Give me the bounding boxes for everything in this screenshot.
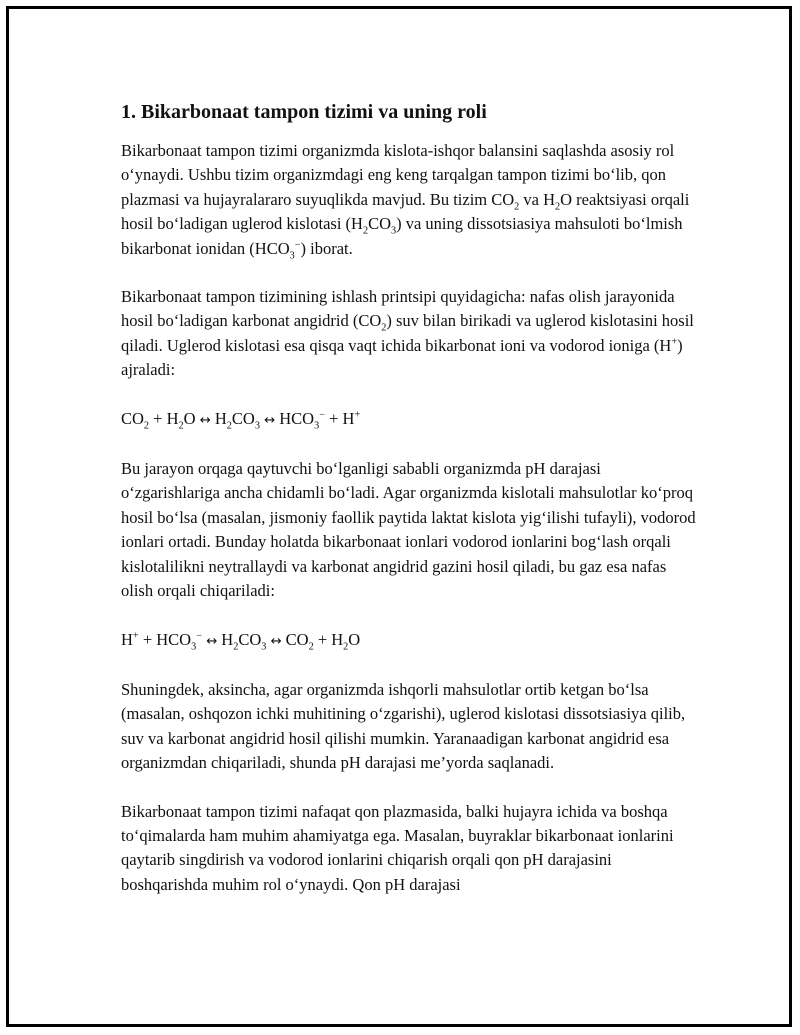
- text-run: CO: [368, 214, 391, 234]
- subscript: 2: [233, 640, 239, 652]
- superscript: −: [319, 409, 325, 421]
- subscript: 3: [289, 249, 295, 261]
- eq-term: + H: [324, 408, 355, 428]
- subscript: 2: [343, 640, 349, 652]
- text-run: ) iborat.: [300, 238, 353, 258]
- eq-term: HCO: [275, 408, 315, 428]
- text-run: Bikarbonaat tampon tizimining ishlash printsipi quyidagicha: nafas olish jarayonida hosil bo‘ladigan karbonat angidrid (CO: [121, 287, 675, 331]
- equilibrium-arrow-icon: ↔: [199, 412, 211, 428]
- text-run: O reaktsiyasi orqali hosil bo‘ladigan uglerod kislotasi (H: [121, 189, 690, 234]
- subscript: 2: [178, 419, 184, 431]
- equilibrium-arrow-icon: ↔: [270, 633, 282, 649]
- eq-term: H: [217, 629, 234, 649]
- subscript: 2: [514, 201, 520, 213]
- subscript: 3: [314, 419, 320, 431]
- subscript: 2: [381, 322, 387, 334]
- subscript: 2: [143, 419, 150, 431]
- eq-term: H: [210, 408, 227, 428]
- subscript: 3: [254, 419, 260, 431]
- text-run: va H: [519, 189, 556, 209]
- eq-term: + H: [313, 629, 344, 649]
- paragraph-2: [121, 285, 696, 383]
- text-run: ) va uning dissotsiasiya mahsuloti bo‘lmish bikarbonat ionidan (HCO: [121, 214, 683, 258]
- text-run: Bikarbonaat tampon tizimi organizmda kislota-ishqor balansini saqlashda asosiy rol o‘ynaydi. Ushbu tizim organizmdagi eng keng tarqalgan tampon tizimi bo‘lib, qon plazmasi va hujayralararo suyuqlikda mavjud. Bu tizim CO: [121, 141, 675, 209]
- equation-2: [121, 628, 696, 654]
- eq-term: CO: [121, 408, 144, 428]
- paragraph-1: [121, 139, 696, 261]
- subscript: 2: [226, 419, 232, 431]
- eq-term: + HCO: [138, 629, 192, 649]
- eq-term: + H: [149, 408, 179, 428]
- superscript: −: [294, 239, 301, 251]
- subscript: 2: [362, 225, 369, 237]
- equilibrium-arrow-icon: ↔: [206, 633, 218, 649]
- equilibrium-arrow-icon: ↔: [264, 412, 276, 428]
- subscript: 2: [308, 640, 314, 652]
- eq-term: O: [183, 408, 200, 428]
- paragraph-3: Bu jarayon orqaga qaytuvchi bo‘lganligi sababli organizmda pH darajasi o‘zgarishlariga ancha chidamli bo‘ladi. Agar organizmda kislotali mahsulotlar ko‘proq hosil bo‘lsa (masalan, jismoniy faollik paytida laktat kislota yig‘ilishi tufayli), vodorod ionlari ortadi. Bunday holatda bikarbonaat ionlari vodorod ionlarini bog‘lash orqali kislotalilikni neytrallaydi va karbonat angidrid gazini hosil qiladi, bu gaz esa nafas olish orqali chiqariladi:: [121, 459, 696, 601]
- subscript: 3: [261, 640, 267, 652]
- subscript: 3: [191, 640, 197, 652]
- subscript: 3: [391, 225, 397, 237]
- text-run: ) suv bilan birikadi va uglerod kislotasini hosil qiladi. Uglerod kislotasi esa qisqa vaqt ichida bikarbonat ioni va vodorod ioniga (H: [121, 311, 694, 355]
- eq-term: CO: [281, 629, 309, 649]
- eq-term: CO: [231, 408, 255, 428]
- superscript: +: [132, 630, 139, 641]
- subscript: 2: [555, 201, 561, 213]
- superscript: +: [671, 336, 678, 348]
- paragraph-4: Shuningdek, aksincha, agar organizmda ishqorli mahsulotlar ortib ketgan bo‘lsa (masalan, oshqozon ichki muhitining o‘zgarishi), uglerod kislotasi dissotsiasiya qilib, suv va karbonat angidrid hosil qilishi mumkin. Yaranaadigan karbonat angidrid esa organizmdan chiqariladi, shunda pH darajasi me’yorda saqlanadi.: [121, 679, 686, 773]
- superscript: −: [196, 630, 202, 641]
- section-title: 1. Bikarbonaat tampon tizimi va uning roli: [121, 101, 487, 123]
- superscript: +: [354, 409, 361, 421]
- text-run: ) ajraladi:: [121, 335, 683, 380]
- eq-term: CO: [238, 629, 262, 649]
- paragraph-5: Bikarbonaat tampon tizimi nafaqat qon plazmasida, balki hujayra ichida va boshqa to‘qimalarda ham muhim ahamiyatga ega. Masalan, buyraklar bikarbonaat ionlarini qaytarib singdirish va vodorod ionlarini chiqarish orqali qon pH darajasini boshqarishda muhim rol o‘ynaydi. Qon pH darajasi: [121, 801, 674, 894]
- equation-1: [121, 407, 696, 433]
- document-page: [6, 6, 792, 1027]
- eq-term: H: [121, 629, 133, 649]
- eq-term: O: [348, 629, 361, 649]
- document-body: [121, 99, 696, 921]
